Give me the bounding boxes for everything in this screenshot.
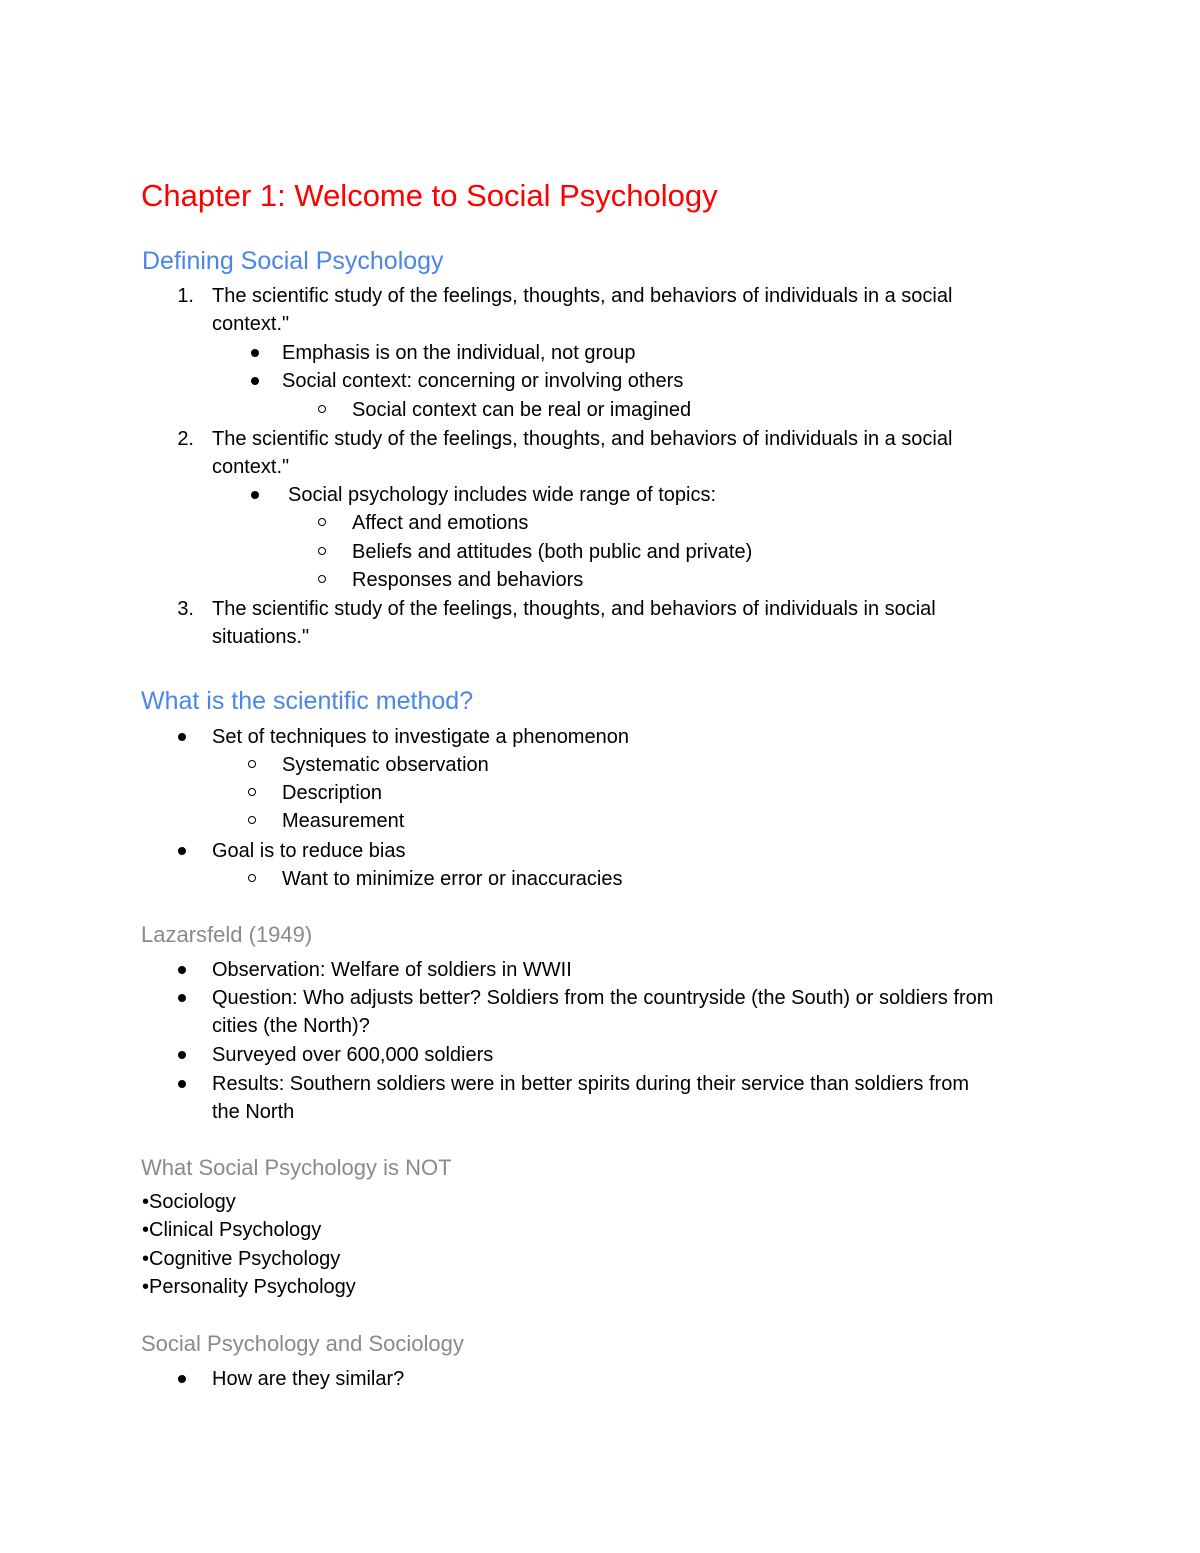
bullet-disc-icon xyxy=(178,1375,186,1383)
plain-list-item: •Sociology xyxy=(142,1191,236,1213)
bullet-disc-icon xyxy=(251,491,259,499)
list-item-text: The scientific study of the feelings, thoughts, and behaviors of individuals in social xyxy=(212,598,936,620)
bullet-disc-icon xyxy=(178,1051,186,1059)
list-sub-bullet-text: Systematic observation xyxy=(282,754,489,776)
bullet-disc-icon xyxy=(178,847,186,855)
heading-lazarsfeld: Lazarsfeld (1949) xyxy=(141,922,313,947)
bullet-circle-icon xyxy=(248,788,256,796)
list-sub-bullet-text: Responses and behaviors xyxy=(352,569,584,591)
chapter-title: Chapter 1: Welcome to Social Psychology xyxy=(141,178,718,213)
list-item-text-continued: context." xyxy=(212,313,290,335)
list-bullet-text: Goal is to reduce bias xyxy=(212,840,406,862)
list-item-text: The scientific study of the feelings, thoughts, and behaviors of individuals in a social xyxy=(212,285,953,307)
list-sub-bullet-text: Measurement xyxy=(282,810,405,832)
list-number: 2. xyxy=(177,428,194,450)
bullet-circle-icon xyxy=(318,405,326,413)
list-bullet-text: Emphasis is on the individual, not group xyxy=(282,342,636,364)
heading-social-psychology-and-sociology: Social Psychology and Sociology xyxy=(141,1331,464,1356)
bullet-disc-icon xyxy=(178,966,186,974)
list-sub-bullet-text: Affect and emotions xyxy=(352,512,529,534)
bullet-disc-icon xyxy=(178,994,186,1002)
bullet-circle-icon xyxy=(318,518,326,526)
plain-list-item: •Cognitive Psychology xyxy=(142,1248,341,1270)
list-number: 1. xyxy=(177,285,194,307)
list-bullet-text: Question: Who adjusts better? Soldiers from the countryside (the South) or soldiers from xyxy=(212,987,994,1009)
list-sub-bullet-text: Want to minimize error or inaccuracies xyxy=(282,868,623,890)
heading-scientific-method: What is the scientific method? xyxy=(141,687,474,715)
bullet-disc-icon xyxy=(251,349,259,357)
bullet-circle-icon xyxy=(248,874,256,882)
bullet-circle-icon xyxy=(248,760,256,768)
list-item-text: The scientific study of the feelings, thoughts, and behaviors of individuals in a social xyxy=(212,428,953,450)
list-bullet-text: Set of techniques to investigate a phenomenon xyxy=(212,726,629,748)
heading-what-social-psychology-is-not: What Social Psychology is NOT xyxy=(141,1155,452,1180)
heading-defining-social-psychology: Defining Social Psychology xyxy=(142,247,444,275)
bullet-circle-icon xyxy=(318,547,326,555)
list-item-text-continued: context." xyxy=(212,456,290,478)
bullet-disc-icon xyxy=(178,1080,186,1088)
list-bullet-text: How are they similar? xyxy=(212,1368,405,1390)
list-bullet-text: Observation: Welfare of soldiers in WWII xyxy=(212,959,572,981)
plain-list-item: •Clinical Psychology xyxy=(142,1219,322,1241)
bullet-disc-icon xyxy=(178,733,186,741)
bullet-circle-icon xyxy=(318,575,326,583)
bullet-disc-icon xyxy=(251,377,259,385)
list-bullet-text: Social psychology includes wide range of topics: xyxy=(288,484,717,506)
list-number: 3. xyxy=(177,598,194,620)
list-item-text-continued: situations." xyxy=(212,626,310,648)
list-sub-bullet-text: Social context can be real or imagined xyxy=(352,399,692,421)
list-bullet-text-continued: cities (the North)? xyxy=(212,1015,370,1037)
list-sub-bullet-text: Description xyxy=(282,782,383,804)
plain-list-item: •Personality Psychology xyxy=(142,1276,356,1298)
list-bullet-text: Surveyed over 600,000 soldiers xyxy=(212,1044,494,1066)
list-bullet-text-continued: the North xyxy=(212,1101,295,1123)
list-sub-bullet-text: Beliefs and attitudes (both public and private) xyxy=(352,541,753,563)
bullet-circle-icon xyxy=(248,816,256,824)
list-bullet-text: Results: Southern soldiers were in better spirits during their service than soldiers from xyxy=(212,1073,969,1095)
list-bullet-text: Social context: concerning or involving others xyxy=(282,370,684,392)
